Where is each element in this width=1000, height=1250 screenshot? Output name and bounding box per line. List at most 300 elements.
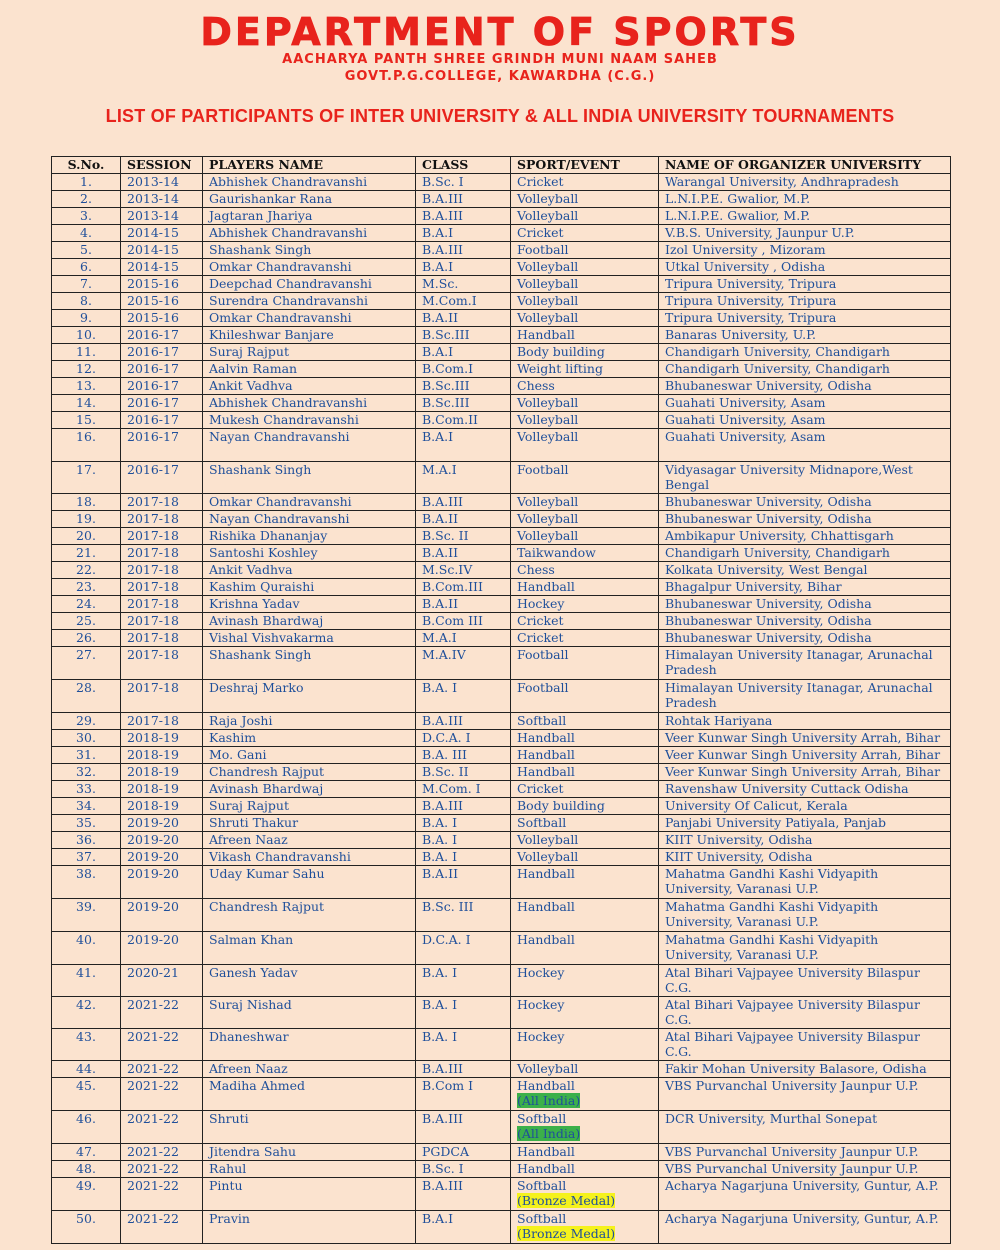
cell-organizer: Bhubaneswar University, Odisha [659, 493, 951, 510]
cell-sport-event [511, 1210, 659, 1243]
sport-event-label: Hockey [517, 1028, 565, 1044]
cell-class: B.A. I [416, 814, 511, 831]
table-row [52, 544, 951, 561]
cell-class: B.Sc.III [416, 377, 511, 394]
cell-organizer: Panjabi University Patiyala, Panjab [659, 814, 951, 831]
department-title: DEPARTMENT OF SPORTS [200, 10, 800, 54]
college-name-line1: AACHARYA PANTH SHREE GRINDH MUNI NAAM SAHEB [282, 52, 718, 67]
sport-event-label: Volleyball [517, 527, 579, 543]
cell-sno: 35. [52, 814, 121, 831]
cell-sno: 9. [52, 309, 121, 326]
cell-organizer: KIIT University, Odisha [659, 831, 951, 848]
cell-organizer: Acharya Nagarjuna University, Guntur, A.P. [659, 1177, 951, 1210]
cell-sno: 3. [52, 207, 121, 224]
cell-organizer: University Of Calicut, Kerala [659, 797, 951, 814]
cell-sno: 37. [52, 848, 121, 865]
cell-organizer: VBS Purvanchal University Jaunpur U.P. [659, 1160, 951, 1177]
cell-sport-event [511, 527, 659, 544]
sport-event-label: Hockey [517, 595, 565, 611]
event-level-badge: (Bronze Medal) [517, 1193, 616, 1208]
cell-sno: 44. [52, 1060, 121, 1077]
cell-organizer: V.B.S. University, Jaunpur U.P. [659, 224, 951, 241]
cell-sno: 42. [52, 996, 121, 1028]
cell-player-name: Dhaneshwar [203, 1028, 416, 1060]
sport-event-label: Chess [517, 561, 555, 577]
cell-sno: 45. [52, 1077, 121, 1110]
table-row [52, 996, 951, 1028]
cell-organizer: Veer Kunwar Singh University Arrah, Bihar [659, 729, 951, 746]
cell-sport-event [511, 1160, 659, 1177]
cell-player-name: Salman Khan [203, 931, 416, 964]
cell-sport-event [511, 763, 659, 780]
cell-sport-event [511, 411, 659, 428]
cell-organizer: VBS Purvanchal University Jaunpur U.P. [659, 1143, 951, 1160]
cell-session: 2017-18 [121, 527, 203, 544]
cell-player-name: Pravin [203, 1210, 416, 1243]
cell-session: 2019-20 [121, 848, 203, 865]
cell-sno: 38. [52, 865, 121, 898]
cell-sno: 46. [52, 1110, 121, 1143]
cell-class: B.A.II [416, 595, 511, 612]
cell-organizer: Bhubaneswar University, Odisha [659, 510, 951, 527]
cell-sno: 34. [52, 797, 121, 814]
sport-event-label: Cricket [517, 173, 564, 189]
cell-class: B.A. I [416, 964, 511, 996]
cell-player-name: Suraj Rajput [203, 797, 416, 814]
cell-session: 2013-14 [121, 190, 203, 207]
cell-class: M.Sc. [416, 275, 511, 292]
table-row [52, 1028, 951, 1060]
cell-player-name: Suraj Nishad [203, 996, 416, 1028]
cell-player-name: Shruti Thakur [203, 814, 416, 831]
cell-class: B.Com I [416, 1077, 511, 1110]
cell-class: B.Sc. II [416, 527, 511, 544]
cell-session: 2016-17 [121, 411, 203, 428]
cell-session: 2017-18 [121, 612, 203, 629]
cell-class: B.A. III [416, 746, 511, 763]
sport-event-label: Volleyball [517, 207, 579, 223]
sport-event-label: Handball [517, 865, 575, 881]
cell-organizer: Banaras University, U.P. [659, 326, 951, 343]
sport-event-label: Handball [517, 1143, 575, 1159]
cell-session: 2016-17 [121, 360, 203, 377]
cell-class: B.Sc. III [416, 898, 511, 931]
table-row [52, 207, 951, 224]
cell-player-name: Shashank Singh [203, 241, 416, 258]
cell-session: 2014-15 [121, 241, 203, 258]
cell-class: B.Com.III [416, 578, 511, 595]
cell-sport-event [511, 394, 659, 411]
cell-sno: 28. [52, 679, 121, 712]
sport-event-label: Football [517, 679, 569, 695]
sport-event-label: Softball [517, 814, 567, 830]
cell-organizer: Kolkata University, West Bengal [659, 561, 951, 578]
cell-session: 2013-14 [121, 207, 203, 224]
table-row [52, 964, 951, 996]
cell-class: B.A.III [416, 241, 511, 258]
sport-event-label: Cricket [517, 629, 564, 645]
cell-class: B.Com.II [416, 411, 511, 428]
table-row [52, 461, 951, 493]
sport-event-label: Cricket [517, 224, 564, 240]
table-row [52, 1160, 951, 1177]
cell-session: 2017-18 [121, 595, 203, 612]
cell-session: 2017-18 [121, 510, 203, 527]
sport-event-label: Volleyball [517, 394, 579, 410]
cell-class: B.A. I [416, 848, 511, 865]
cell-session: 2021-22 [121, 1160, 203, 1177]
cell-sno: 11. [52, 343, 121, 360]
table-row [52, 326, 951, 343]
cell-class: B.A.I [416, 224, 511, 241]
cell-sno: 18. [52, 493, 121, 510]
table-row [52, 1077, 951, 1110]
sport-event-label: Handball [517, 1077, 575, 1093]
table-header-row [52, 157, 951, 174]
cell-sport-event [511, 931, 659, 964]
cell-sno: 43. [52, 1028, 121, 1060]
cell-class: B.Com.I [416, 360, 511, 377]
cell-player-name: Jitendra Sahu [203, 1143, 416, 1160]
cell-class: M.A.I [416, 461, 511, 493]
cell-sno: 41. [52, 964, 121, 996]
cell-sport-event [511, 780, 659, 797]
cell-player-name: Kashim [203, 729, 416, 746]
table-row [52, 797, 951, 814]
cell-sno: 49. [52, 1177, 121, 1210]
sport-event-label: Weight lifting [517, 360, 603, 376]
table-row [52, 612, 951, 629]
col-header-players-name: PLAYERS NAME [203, 157, 416, 174]
cell-sport-event [511, 1177, 659, 1210]
cell-sport-event [511, 275, 659, 292]
cell-session: 2019-20 [121, 814, 203, 831]
cell-player-name: Rishika Dhananjay [203, 527, 416, 544]
cell-sno: 4. [52, 224, 121, 241]
cell-class: M.Com. I [416, 780, 511, 797]
cell-class: B.A.III [416, 1110, 511, 1143]
table-row [52, 1060, 951, 1077]
cell-sport-event [511, 360, 659, 377]
cell-sno: 40. [52, 931, 121, 964]
cell-player-name: Afreen Naaz [203, 831, 416, 848]
cell-class: B.A.III [416, 1060, 511, 1077]
cell-sno: 25. [52, 612, 121, 629]
cell-sno: 15. [52, 411, 121, 428]
cell-session: 2017-18 [121, 544, 203, 561]
cell-session: 2013-14 [121, 173, 203, 190]
cell-sno: 17. [52, 461, 121, 493]
cell-player-name: Madiha Ahmed [203, 1077, 416, 1110]
cell-session: 2019-20 [121, 831, 203, 848]
cell-sno: 1. [52, 173, 121, 190]
cell-session: 2014-15 [121, 258, 203, 275]
table-row [52, 1210, 951, 1243]
cell-sno: 39. [52, 898, 121, 931]
sport-event-label: Taikwandow [517, 544, 596, 560]
sport-event-label: Handball [517, 746, 575, 762]
cell-organizer: VBS Purvanchal University Jaunpur U.P. [659, 1077, 951, 1110]
cell-session: 2016-17 [121, 343, 203, 360]
cell-player-name: Deshraj Marko [203, 679, 416, 712]
cell-sno: 13. [52, 377, 121, 394]
cell-player-name: Shashank Singh [203, 461, 416, 493]
cell-sport-event [511, 428, 659, 461]
sport-event-label: Handball [517, 578, 575, 594]
cell-organizer: Bhubaneswar University, Odisha [659, 595, 951, 612]
cell-player-name: Suraj Rajput [203, 343, 416, 360]
cell-session: 2016-17 [121, 326, 203, 343]
cell-session: 2015-16 [121, 309, 203, 326]
cell-player-name: Chandresh Rajput [203, 763, 416, 780]
cell-class: B.A. I [416, 831, 511, 848]
cell-session: 2017-18 [121, 712, 203, 729]
cell-session: 2016-17 [121, 394, 203, 411]
table-row [52, 1177, 951, 1210]
sport-event-label: Handball [517, 763, 575, 779]
cell-sno: 30. [52, 729, 121, 746]
cell-sno: 31. [52, 746, 121, 763]
table-row [52, 190, 951, 207]
table-row [52, 241, 951, 258]
cell-sport-event [511, 746, 659, 763]
cell-sno: 20. [52, 527, 121, 544]
sport-event-label: Softball [517, 1177, 567, 1193]
sport-event-label: Volleyball [517, 190, 579, 206]
cell-session: 2021-22 [121, 1143, 203, 1160]
col-header-organizer: NAME OF ORGANIZER UNIVERSITY [659, 157, 951, 174]
cell-class: B.A.II [416, 510, 511, 527]
table-row [52, 931, 951, 964]
cell-sport-event [511, 865, 659, 898]
cell-sno: 5. [52, 241, 121, 258]
cell-sport-event [511, 544, 659, 561]
table-row [52, 258, 951, 275]
cell-organizer: Tripura University, Tripura [659, 292, 951, 309]
cell-organizer: Utkal University , Odisha [659, 258, 951, 275]
cell-sport-event [511, 1077, 659, 1110]
cell-class: B.Sc.III [416, 326, 511, 343]
cell-class: B.A.III [416, 207, 511, 224]
cell-class: B.A.I [416, 428, 511, 461]
sport-event-label: Volleyball [517, 292, 579, 308]
cell-class: B.A.III [416, 797, 511, 814]
cell-session: 2016-17 [121, 377, 203, 394]
cell-session: 2021-22 [121, 1210, 203, 1243]
cell-session: 2021-22 [121, 996, 203, 1028]
cell-player-name: Nayan Chandravanshi [203, 510, 416, 527]
cell-sno: 19. [52, 510, 121, 527]
cell-organizer: Atal Bihari Vajpayee University Bilaspur C.G. [659, 964, 951, 996]
cell-class: D.C.A. I [416, 729, 511, 746]
cell-session: 2018-19 [121, 763, 203, 780]
cell-sno: 16. [52, 428, 121, 461]
cell-class: B.A.III [416, 712, 511, 729]
cell-organizer: Mahatma Gandhi Kashi Vidyapith University, Varanasi U.P. [659, 931, 951, 964]
cell-sport-event [511, 797, 659, 814]
cell-session: 2021-22 [121, 1028, 203, 1060]
cell-player-name: Mo. Gani [203, 746, 416, 763]
cell-player-name: Kashim Quraishi [203, 578, 416, 595]
cell-session: 2016-17 [121, 461, 203, 493]
cell-player-name: Chandresh Rajput [203, 898, 416, 931]
cell-organizer: Chandigarh University, Chandigarh [659, 544, 951, 561]
table-row [52, 394, 951, 411]
cell-sport-event [511, 343, 659, 360]
cell-class: B.A.II [416, 544, 511, 561]
sport-event-label: Volleyball [517, 428, 579, 444]
cell-sport-event [511, 207, 659, 224]
sport-event-label: Volleyball [517, 275, 579, 291]
cell-organizer: Mahatma Gandhi Kashi Vidyapith University, Varanasi U.P. [659, 898, 951, 931]
cell-player-name: Uday Kumar Sahu [203, 865, 416, 898]
cell-player-name: Pintu [203, 1177, 416, 1210]
cell-sno: 6. [52, 258, 121, 275]
cell-session: 2018-19 [121, 746, 203, 763]
cell-sport-event [511, 224, 659, 241]
table-row [52, 173, 951, 190]
cell-class: M.A.I [416, 629, 511, 646]
table-row [52, 814, 951, 831]
cell-player-name: Raja Joshi [203, 712, 416, 729]
col-header-session: SESSION [121, 157, 203, 174]
table-row [52, 746, 951, 763]
table-row [52, 865, 951, 898]
cell-player-name: Nayan Chandravanshi [203, 428, 416, 461]
sport-event-label: Volleyball [517, 309, 579, 325]
cell-session: 2021-22 [121, 1177, 203, 1210]
sport-event-label: Volleyball [517, 411, 579, 427]
cell-organizer: Tripura University, Tripura [659, 275, 951, 292]
event-level-badge: (All India) [517, 1093, 581, 1108]
cell-player-name: Shashank Singh [203, 646, 416, 679]
cell-player-name: Mukesh Chandravanshi [203, 411, 416, 428]
cell-organizer: Fakir Mohan University Balasore, Odisha [659, 1060, 951, 1077]
cell-sport-event [511, 309, 659, 326]
cell-sport-event [511, 646, 659, 679]
cell-session: 2014-15 [121, 224, 203, 241]
cell-session: 2019-20 [121, 898, 203, 931]
cell-sno: 26. [52, 629, 121, 646]
list-title: LIST OF PARTICIPANTS OF INTER UNIVERSITY & ALL INDIA UNIVERSITY TOURNAMENTS [105, 106, 895, 126]
sport-event-label: Softball [517, 712, 567, 728]
sport-event-label: Football [517, 646, 569, 662]
cell-sno: 10. [52, 326, 121, 343]
sport-event-label: Softball [517, 1210, 567, 1226]
sport-event-label: Volleyball [517, 510, 579, 526]
cell-session: 2021-22 [121, 1077, 203, 1110]
cell-organizer: Chandigarh University, Chandigarh [659, 343, 951, 360]
cell-player-name: Abhishek Chandravanshi [203, 394, 416, 411]
event-level-badge: (All India) [517, 1126, 581, 1141]
cell-session: 2021-22 [121, 1110, 203, 1143]
cell-player-name: Avinash Bhardwaj [203, 612, 416, 629]
participants-table [51, 156, 951, 1244]
cell-sport-event [511, 612, 659, 629]
table-row [52, 292, 951, 309]
cell-sno: 33. [52, 780, 121, 797]
cell-sport-event [511, 1110, 659, 1143]
cell-player-name: Rahul [203, 1160, 416, 1177]
cell-organizer: Vidyasagar University Midnapore,West Bengal [659, 461, 951, 493]
col-header-class: CLASS [416, 157, 511, 174]
cell-sport-event [511, 1143, 659, 1160]
sport-event-label: Hockey [517, 964, 565, 980]
cell-organizer: Bhubaneswar University, Odisha [659, 377, 951, 394]
cell-player-name: Omkar Chandravanshi [203, 493, 416, 510]
cell-sport-event [511, 326, 659, 343]
cell-session: 2017-18 [121, 646, 203, 679]
cell-player-name: Afreen Naaz [203, 1060, 416, 1077]
cell-class: B.A.II [416, 309, 511, 326]
table-row [52, 411, 951, 428]
cell-class: B.A.I [416, 258, 511, 275]
cell-class: B.A.I [416, 1210, 511, 1243]
cell-class: B.Sc. I [416, 1160, 511, 1177]
cell-session: 2018-19 [121, 780, 203, 797]
cell-player-name: Omkar Chandravanshi [203, 258, 416, 275]
table-row [52, 679, 951, 712]
cell-session: 2017-18 [121, 561, 203, 578]
sport-event-label: Hockey [517, 996, 565, 1012]
cell-player-name: Jagtaran Jhariya [203, 207, 416, 224]
cell-player-name: Abhishek Chandravanshi [203, 173, 416, 190]
table-row [52, 763, 951, 780]
cell-class: B.Sc. I [416, 173, 511, 190]
cell-session: 2017-18 [121, 679, 203, 712]
cell-sno: 8. [52, 292, 121, 309]
cell-sport-event [511, 629, 659, 646]
cell-sno: 23. [52, 578, 121, 595]
cell-player-name: Santoshi Koshley [203, 544, 416, 561]
table-row [52, 510, 951, 527]
cell-sport-event [511, 461, 659, 493]
cell-sport-event [511, 173, 659, 190]
cell-sno: 48. [52, 1160, 121, 1177]
cell-sno: 14. [52, 394, 121, 411]
cell-sport-event [511, 814, 659, 831]
cell-sport-event [511, 848, 659, 865]
cell-session: 2017-18 [121, 493, 203, 510]
cell-player-name: Ganesh Yadav [203, 964, 416, 996]
cell-class: B.A.II [416, 865, 511, 898]
cell-player-name: Deepchad Chandravanshi [203, 275, 416, 292]
cell-class: B.A.I [416, 343, 511, 360]
cell-sno: 2. [52, 190, 121, 207]
sport-event-label: Handball [517, 931, 575, 947]
cell-player-name: Gaurishankar Rana [203, 190, 416, 207]
cell-session: 2015-16 [121, 275, 203, 292]
cell-organizer: Bhagalpur University, Bihar [659, 578, 951, 595]
cell-sport-event [511, 679, 659, 712]
cell-sport-event [511, 595, 659, 612]
table-row [52, 831, 951, 848]
table-row [52, 275, 951, 292]
cell-organizer: Bhubaneswar University, Odisha [659, 612, 951, 629]
col-header-sport-event: SPORT/EVENT [511, 157, 659, 174]
cell-organizer: Guahati University, Asam [659, 411, 951, 428]
cell-sport-event [511, 258, 659, 275]
cell-session: 2021-22 [121, 1060, 203, 1077]
cell-sno: 12. [52, 360, 121, 377]
cell-sport-event [511, 831, 659, 848]
table-row [52, 646, 951, 679]
cell-session: 2017-18 [121, 629, 203, 646]
cell-class: B.A.III [416, 190, 511, 207]
sport-event-label: Football [517, 461, 569, 477]
cell-session: 2015-16 [121, 292, 203, 309]
cell-class: B.A. I [416, 1028, 511, 1060]
